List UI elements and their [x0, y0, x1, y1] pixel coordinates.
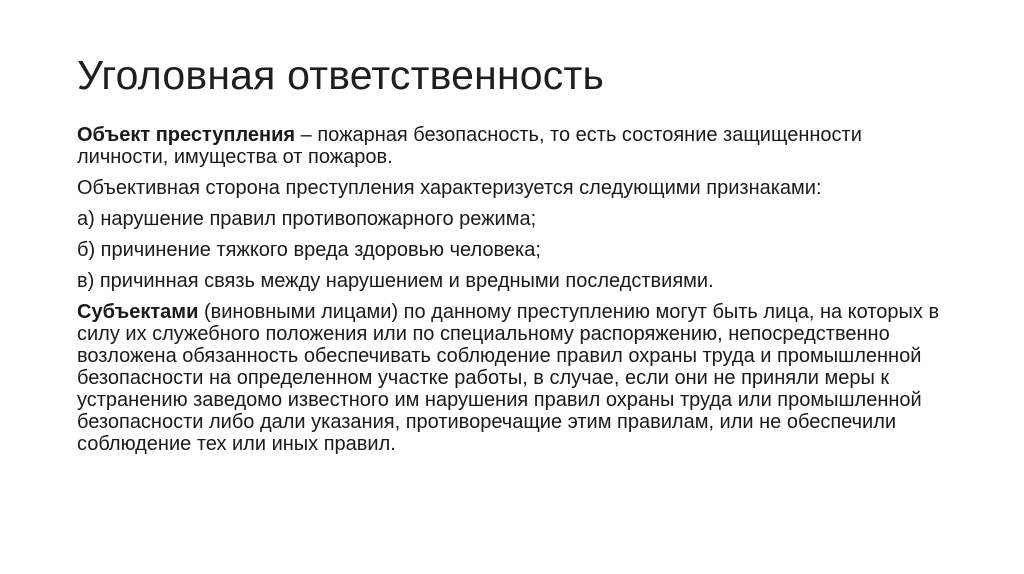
paragraph-object — [77, 124, 957, 168]
list-item-b-text: б) причинение тяжкого вреда здоровью человека; — [77, 239, 541, 261]
term-subjects: Субъектами — [77, 301, 199, 323]
list-item-b — [77, 239, 957, 261]
slide-body — [77, 124, 957, 464]
list-item-c — [77, 270, 957, 292]
paragraph-objective-side — [77, 177, 957, 199]
paragraph-subjects — [77, 301, 957, 455]
list-item-a-text: а) нарушение правил противопожарного режима; — [77, 208, 537, 230]
slide-title: Уголовная ответственность — [77, 52, 605, 98]
list-item-c-text: в) причинная связь между нарушением и вредными последствиями. — [77, 270, 714, 292]
paragraph-object-text: – пожарная безопасность, то есть состояние защищенности личности, имущества от пожаров. — [77, 124, 862, 168]
paragraph-subjects-text: (виновными лицами) по данному преступлению могут быть лица, на которых в силу их служебного положения или по специальному распоряжению, непосредственно возложена обязанность обеспечивать соблюдение правил охраны труда и промышленной безопасности на определенном участке работы, в случае, если они не приняли меры к устранению заведомо известного им нарушения правил охраны труда или промышленной безопасности либо дали указания, противоречащие этим правилам, или не обеспечили соблюдение тех или иных правил. — [77, 301, 940, 455]
paragraph-objective-side-text: Объективная сторона преступления характеризуется следующими признаками: — [77, 177, 822, 199]
list-item-a — [77, 208, 957, 230]
term-object: Объект преступления — [77, 124, 296, 146]
